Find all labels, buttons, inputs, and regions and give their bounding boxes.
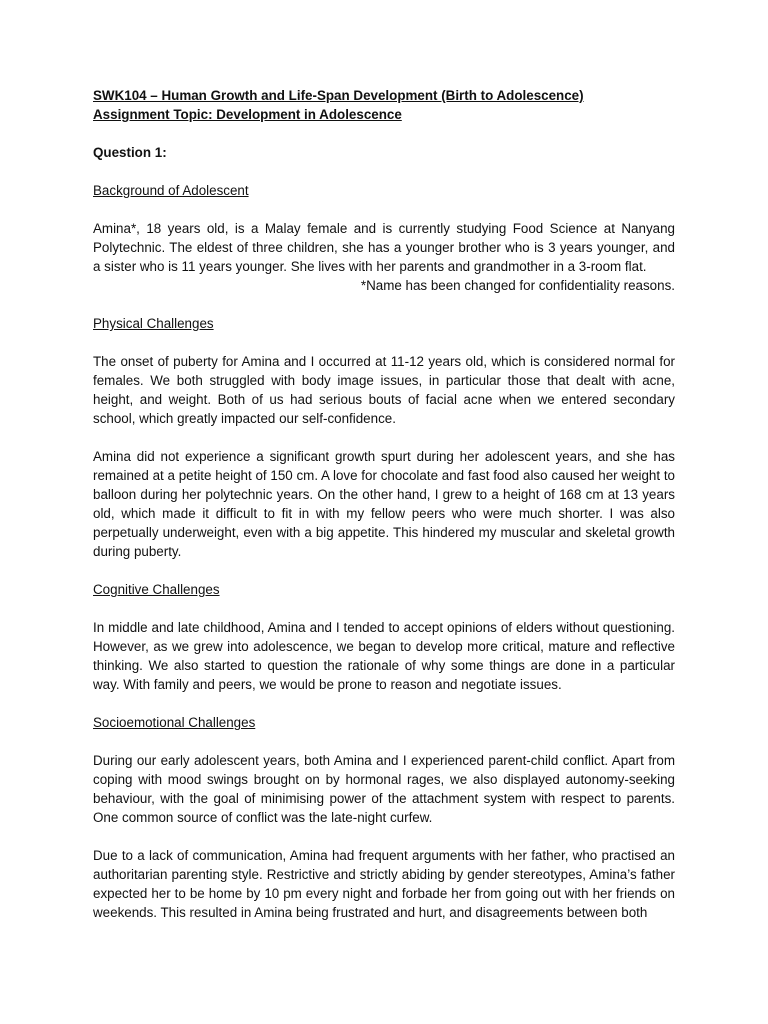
cognitive-paragraph: In middle and late childhood, Amina and I tended to accept opinions of elders without questioning. However, as we grew into adolescence, we began to develop more critical, mature and reflective thinking. We also started to question the rationale of why some things are done in a particular way. With family and peers, we would be prone to reason and negotiate issues. — [93, 620, 675, 692]
socioemotional-paragraph-2: Due to a lack of communication, Amina had frequent arguments with her father, who practised an authoritarian parenting style. Restrictive and strictly abiding by gender stereotypes, Amina’s father expected her to be home by 10 pm every night and forbade her from going out with her friends on weekends. This resulted in Amina being frustrated and hurt, and disagreements between both — [93, 848, 675, 920]
background-paragraph: Amina*, 18 years old, is a Malay female and is currently studying Food Science at Nanyang Polytechnic. The eldest of three children, she has a younger brother who is 3 years younger, and a sister who is 11 years younger. She lives with her parents and grandmother in a 3-room flat. — [93, 221, 675, 274]
physical-paragraph-1: The onset of puberty for Amina and I occurred at 11-12 years old, which is considered normal for females. We both struggled with body image issues, in particular those that dealt with acne, height, and weight. Both of us had serious bouts of facial acne when we entered secondary school, which greatly impacted our self-confidence. — [93, 354, 675, 426]
document-body — [93, 86, 675, 922]
assignment-topic: Assignment Topic: Development in Adolescence — [93, 107, 402, 122]
physical-paragraph-2: Amina did not experience a significant growth spurt during her adolescent years, and she has remained at a petite height of 150 cm. A love for chocolate and fast food also caused her weight to balloon during her polytechnic years. On the other hand, I grew to a height of 168 cm at 13 years old, which made it difficult to fit in with my fellow peers who were much shorter. I was also perpetually underweight, even with a big appetite. This hindered my muscular and skeletal growth during puberty. — [93, 449, 675, 559]
question-label: Question 1: — [93, 145, 167, 160]
confidentiality-note: *Name has been changed for confidentiality reasons. — [360, 278, 675, 293]
heading-physical: Physical Challenges — [93, 316, 214, 331]
heading-background: Background of Adolescent — [93, 183, 249, 198]
heading-cognitive: Cognitive Challenges — [93, 582, 220, 597]
heading-socioemotional: Socioemotional Challenges — [93, 715, 256, 730]
socioemotional-paragraph-1: During our early adolescent years, both Amina and I experienced parent-child conflict. Apart from coping with mood swings brought on by hormonal rages, we also displayed autonomy-seeking behaviour, with the goal of minimising power of the attachment system with respect to parents. One common source of conflict was the late-night curfew. — [93, 753, 675, 825]
course-title: SWK104 – Human Growth and Life-Span Development (Birth to Adolescence) — [93, 88, 584, 103]
